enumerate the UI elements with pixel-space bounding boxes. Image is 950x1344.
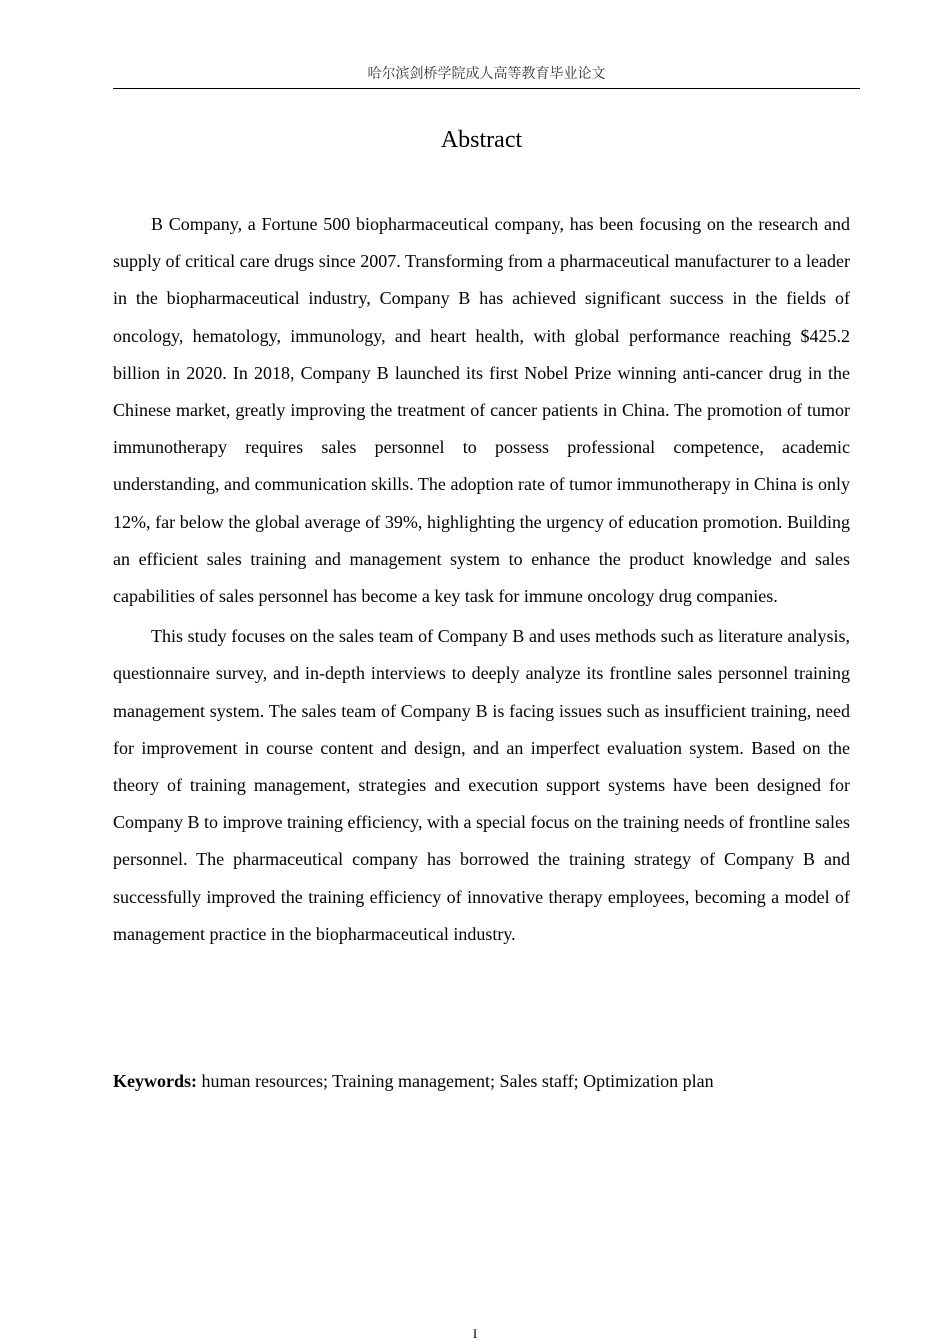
abstract-body: [113, 206, 850, 956]
abstract-paragraph-1: B Company, a Fortune 500 biopharmaceutical company, has been focusing on the research and supply of critical care drugs since 2007. Transforming from a pharmaceutical manufacturer to a leader in the biopharmaceutical industry, Company B has achieved significant success in the fields of oncology, hematology, immunology, and heart health, with global performance reaching $425.2 billion in 2020. In 2018, Company B launched its first Nobel Prize winning anti-cancer drug in the Chinese market, greatly improving the treatment of cancer patients in China. The promotion of tumor immunotherapy requires sales personnel to possess professional competence, academic understanding, and communication skills. The adoption rate of tumor immunotherapy in China is only 12%, far below the global average of 39%, highlighting the urgency of education promotion. Building an efficient sales training and management system to enhance the product knowledge and sales capabilities of sales personnel has become a key task for immune oncology drug companies.: [113, 214, 850, 607]
page-title: Abstract: [440, 127, 523, 153]
keywords-label: Keywords:: [113, 1071, 197, 1091]
page-number: I: [472, 1326, 478, 1341]
running-header: 哈尔滨剑桥学院成人高等教育毕业论文: [367, 67, 606, 82]
header-divider: [113, 88, 860, 89]
abstract-paragraph-2: This study focuses on the sales team of Company B and uses methods such as literature analysis, questionnaire survey, and in-depth interviews to deeply analyze its frontline sales personnel training management system. The sales team of Company B is facing issues such as insufficient training, need for improvement in course content and design, and an imperfect evaluation system. Based on the theory of training management, strategies and execution support systems have been designed for Company B to improve training efficiency, with a special focus on the training needs of frontline sales personnel. The pharmaceutical company has borrowed the training strategy of Company B and successfully improved the training efficiency of innovative therapy employees, becoming a model of management practice in the biopharmaceutical industry.: [113, 626, 850, 944]
keywords-text: human resources; Training management; Sales staff; Optimization plan: [201, 1071, 714, 1091]
keywords-line: [113, 1066, 850, 1096]
